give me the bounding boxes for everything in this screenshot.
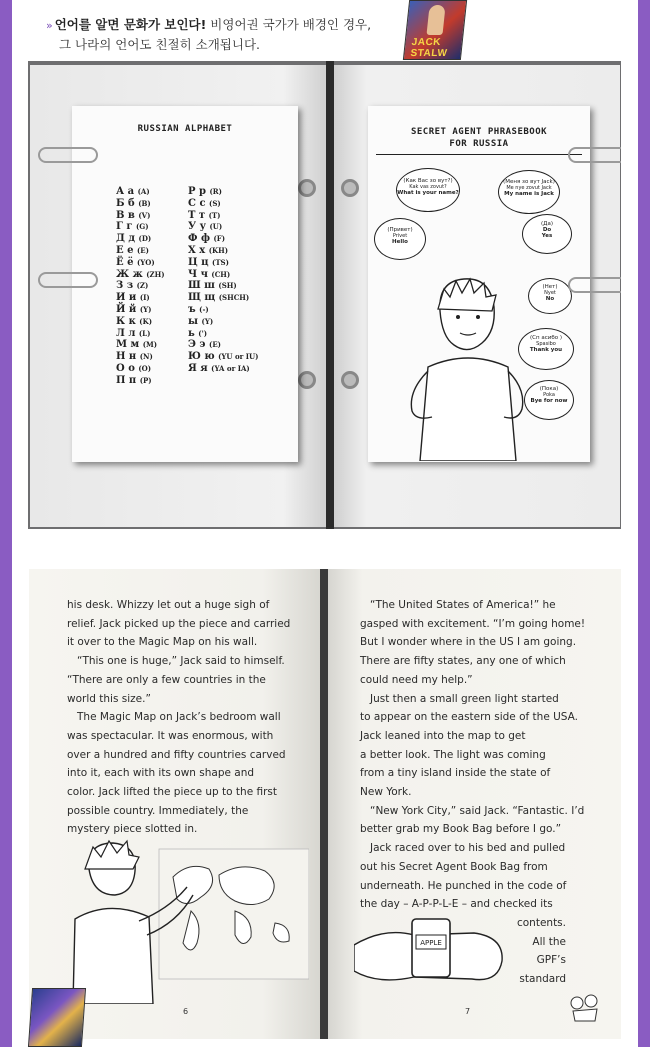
alphabet-letter-row <box>116 245 165 257</box>
bubble-english: Hello <box>392 239 408 245</box>
story-line: New York. <box>360 786 412 799</box>
phrasebook-title-line-2: FOR RUSSIA <box>449 139 509 149</box>
caption-bold: 언어를 알면 문화가 보인다! <box>54 17 207 32</box>
alphabet-letter-row <box>188 316 258 328</box>
paper-clip <box>38 272 98 288</box>
bubble-transliteration: Kak vas zovut? <box>409 184 447 190</box>
ring-hole <box>341 371 359 389</box>
cyrillic-letter: М м <box>116 339 140 351</box>
latin-sound: (YU or IU) <box>218 352 259 362</box>
latin-sound: (KH) <box>208 245 229 255</box>
story-line: underneath. He punched in the code of <box>360 879 567 892</box>
cyrillic-letter: Ж ж <box>116 268 143 280</box>
bubble-russian: (Как Вас зо вут?) <box>403 178 453 184</box>
alphabet-letter-row <box>188 292 258 304</box>
book-spine <box>320 569 328 1039</box>
latin-sound: (A) <box>137 187 150 196</box>
cover-title: JACK STALW <box>409 37 448 59</box>
cyrillic-letter: Г г <box>116 221 133 233</box>
story-line: color. Jack lifted the piece up to the first <box>67 786 278 799</box>
bubble-russian: (Меня зо вут Jack) <box>503 179 555 185</box>
story-line: standard <box>519 973 566 986</box>
bubble-russian: (Нет) <box>542 284 558 290</box>
alphabet-letter-row <box>116 375 165 387</box>
speech-bubble <box>396 168 460 212</box>
latin-sound: (TS) <box>212 257 229 267</box>
alphabet-letter-row <box>116 339 165 351</box>
story-line: relief. Jack picked up the piece and carried <box>67 617 291 630</box>
paper-clip <box>38 147 98 163</box>
speech-bubble <box>522 214 572 254</box>
cyrillic-letter: П п <box>116 374 137 386</box>
latin-sound: (E) <box>136 245 149 255</box>
latin-sound: (U) <box>209 222 223 232</box>
alphabet-letter-row <box>188 198 258 210</box>
alphabet-letter-row <box>116 198 165 210</box>
page-number-left: 6 <box>183 1007 189 1016</box>
story-line: Jack raced over to his bed and pulled <box>370 842 566 855</box>
book-spine <box>326 61 334 529</box>
alphabet-letter-row <box>116 233 165 245</box>
caption-line-1 <box>46 15 371 35</box>
wrist-watch-illustration <box>354 905 514 995</box>
left-purple-border <box>0 0 12 1047</box>
story-line: from a tiny island inside the state of <box>360 767 551 780</box>
bubble-english: My name is Jack <box>504 191 554 197</box>
story-line: world this size.” <box>67 692 151 705</box>
story-line: Just then a small green light started <box>370 692 559 705</box>
alphabet-letter-row <box>188 233 258 245</box>
latin-sound: (-) <box>199 304 209 314</box>
alphabet-letter-row <box>116 328 165 340</box>
alphabet-letter-row <box>188 328 258 340</box>
boy-at-map-illustration <box>69 839 309 1004</box>
story-line: GPF’s <box>536 954 566 967</box>
bubble-transliteration: Nyet <box>544 290 556 296</box>
caption-line-2: 그 나라의 언어도 친절히 소개됩니다. <box>59 37 260 52</box>
latin-sound: (Y) <box>139 304 152 314</box>
ring-hole <box>298 371 316 389</box>
cyrillic-letter: Д д <box>116 233 136 245</box>
alphabet-letter-row <box>188 269 258 281</box>
latin-sound: (N) <box>139 352 153 362</box>
alphabet-letter-row <box>116 304 165 316</box>
story-line: “This one is huge,” Jack said to himself. <box>77 655 285 668</box>
latin-sound: (F) <box>213 234 226 244</box>
latin-sound: (B) <box>138 198 151 208</box>
paper-clip <box>568 277 621 293</box>
russian-alphabet-card <box>72 106 298 462</box>
cyrillic-letter: Е е <box>116 244 134 256</box>
story-line: All the <box>532 935 566 948</box>
alphabet-letter-row <box>188 304 258 316</box>
alphabet-letter-row <box>188 363 258 375</box>
story-line: a better look. The light was coming <box>360 748 546 761</box>
alphabet-letter-row <box>188 339 258 351</box>
latin-sound: (S) <box>209 198 221 208</box>
story-line: it over to the Magic Map on his wall. <box>67 636 258 649</box>
alphabet-letter-row <box>116 269 165 281</box>
bubble-english: Thank you <box>529 347 563 353</box>
speech-bubble <box>374 218 426 260</box>
story-line: “The United States of America!” he <box>370 599 556 611</box>
bubble-transliteration: Poka <box>543 392 555 398</box>
bubble-russian: (Пока) <box>539 386 559 392</box>
latin-sound: (YO) <box>136 257 155 267</box>
cyrillic-letter: О о <box>116 362 135 374</box>
bubble-transliteration: Do <box>542 227 552 233</box>
alphabet-letter-row <box>188 257 258 269</box>
bubble-russian: (Привет) <box>387 227 413 233</box>
latin-sound: (YA or IA) <box>211 363 250 373</box>
alphabet-column-2 <box>188 186 258 375</box>
latin-sound: (G) <box>136 222 149 232</box>
page-number-right: 7 <box>465 1007 471 1016</box>
robot-doodle <box>565 989 605 1025</box>
alphabet-letter-row <box>188 186 258 198</box>
russian-alphabet-title: RUSSIAN ALPHABET <box>137 124 233 134</box>
latin-sound: (SH) <box>218 281 237 291</box>
cyrillic-letter: К к <box>116 315 136 327</box>
latin-sound: (L) <box>138 328 151 338</box>
cyrillic-letter: Ш ш <box>188 280 215 292</box>
cyrillic-letter: ь <box>188 327 195 339</box>
story-line: contents. <box>516 916 566 929</box>
bullet-icon: » <box>46 19 53 32</box>
alphabet-letter-row <box>188 221 258 233</box>
left-page-text <box>67 596 307 839</box>
latin-sound: (R) <box>209 187 222 196</box>
latin-sound: (T) <box>208 210 221 220</box>
cyrillic-letter: Б б <box>116 197 135 209</box>
story-line: into it, each with its own shape and <box>67 767 255 780</box>
bubble-transliteration: Privet <box>392 233 408 239</box>
cyrillic-letter: Ц ц <box>188 256 209 268</box>
alphabet-letter-row <box>188 245 258 257</box>
latin-sound: (V) <box>138 210 151 220</box>
latin-sound: (M) <box>142 340 158 350</box>
caption-rest: 비영어권 국가가 배경인 경우, <box>206 17 372 32</box>
story-line: The Magic Map on Jack’s bedroom wall <box>77 711 281 724</box>
paper-clip <box>568 147 621 163</box>
speech-bubble <box>498 170 560 214</box>
cyrillic-letter: И и <box>116 292 137 304</box>
caption <box>46 15 371 54</box>
alphabet-letter-row <box>116 221 165 233</box>
ring-hole <box>298 179 316 197</box>
bubble-transliteration: Me nye zovut Jack <box>506 185 552 191</box>
alphabet-letter-row <box>188 280 258 292</box>
cyrillic-letter: В в <box>116 209 135 221</box>
story-line: the day – A-P-P-L-E – and checked its <box>360 898 553 911</box>
story-line: Jack leaned into the map to get <box>360 729 526 742</box>
story-line: could need my help.” <box>360 673 473 686</box>
phrasebook-title-line-1: SECRET AGENT PHRASEBOOK <box>410 127 548 137</box>
latin-sound: (CH) <box>211 269 231 279</box>
bubble-english: What is your name? <box>397 190 459 196</box>
latin-sound: (O) <box>138 363 152 373</box>
speech-bubble <box>524 380 574 420</box>
story-line: his desk. Whizzy let out a huge sigh of <box>67 599 270 611</box>
phrasebook-spread-photo <box>28 61 621 529</box>
title-rule <box>376 154 582 155</box>
story-line: possible country. Immediately, the <box>67 804 249 817</box>
story-line: “There are only a few countries in the <box>67 673 266 686</box>
bubble-english: Bye for now <box>530 398 568 404</box>
cyrillic-letter: Х х <box>188 244 206 256</box>
phrasebook-card <box>368 106 590 462</box>
cyrillic-letter: Ф ф <box>188 233 210 245</box>
cyrillic-letter: ъ <box>188 303 196 315</box>
cyrillic-letter: ы <box>188 315 199 327</box>
story-line: “New York City,” said Jack. “Fantastic. I’d <box>370 804 585 817</box>
story-line: better grab my Book Bag before I go.” <box>360 823 562 836</box>
phrasebook-title <box>368 126 590 150</box>
cyrillic-letter: Щ щ <box>188 292 216 304</box>
cyrillic-letter: Й й <box>116 303 137 315</box>
cyrillic-letter: Т т <box>188 209 206 221</box>
cyrillic-letter: Я я <box>188 362 208 374</box>
latin-sound: (ZH) <box>146 269 165 279</box>
latin-sound: (I) <box>139 293 150 303</box>
latin-sound: (K) <box>139 316 153 326</box>
cyrillic-letter: З з <box>116 280 134 292</box>
right-purple-border <box>638 0 650 1047</box>
watch-code: APPLE <box>420 939 442 947</box>
alphabet-letter-row <box>116 316 165 328</box>
story-line: to appear on the eastern side of the USA. <box>360 711 579 724</box>
boy-illustration <box>398 271 528 461</box>
latin-sound: (SHCH) <box>218 293 250 303</box>
bottom-book-thumbnail <box>28 988 86 1047</box>
story-line: There are fifty states, any one of which <box>360 655 566 668</box>
cyrillic-letter: Р р <box>188 186 206 197</box>
latin-sound: (E) <box>209 340 221 350</box>
alphabet-letter-row <box>116 280 165 292</box>
cyrillic-letter: С с <box>188 197 206 209</box>
alphabet-letter-row <box>188 210 258 222</box>
latin-sound: (P) <box>139 375 152 385</box>
cyrillic-letter: Э э <box>188 339 206 351</box>
alphabet-letter-row <box>188 351 258 363</box>
bubble-english: No <box>545 296 555 302</box>
alphabet-column-1 <box>116 186 165 387</box>
cyrillic-letter: Ю ю <box>188 351 215 363</box>
latin-sound: (Z) <box>136 281 149 291</box>
cyrillic-letter: Ё ё <box>116 256 134 268</box>
latin-sound: (D) <box>138 234 152 244</box>
bubble-russian: (Сп асибо ) <box>530 335 562 341</box>
alphabet-letter-row <box>116 292 165 304</box>
story-spread-photo <box>29 569 621 1039</box>
story-line: gasped with excitement. “I’m going home! <box>360 617 586 630</box>
alphabet-letter-row <box>116 363 165 375</box>
bubble-russian: (Да) <box>541 221 553 227</box>
latin-sound: (') <box>198 328 208 338</box>
bubble-english: Yes <box>541 233 553 239</box>
speech-bubble <box>528 278 572 314</box>
cyrillic-letter: Ч ч <box>188 268 208 280</box>
story-line: But I wonder where in the US I am going. <box>360 636 577 649</box>
cyrillic-letter: У у <box>188 221 206 233</box>
story-line: out his Secret Agent Book Bag from <box>360 860 548 873</box>
story-line: mystery piece slotted in. <box>67 823 198 836</box>
alphabet-letter-row <box>116 186 165 198</box>
cyrillic-letter: Л л <box>116 327 136 339</box>
story-line: was spectacular. It was enormous, with <box>67 729 274 742</box>
bubble-transliteration: Spasibo <box>536 341 556 347</box>
ring-hole <box>341 179 359 197</box>
story-line: over a hundred and fifty countries carved <box>67 748 286 761</box>
latin-sound: (Y) <box>201 316 214 326</box>
alphabet-letter-row <box>116 351 165 363</box>
alphabet-letter-row <box>116 210 165 222</box>
alphabet-letter-row <box>116 257 165 269</box>
cover-figure <box>426 5 445 35</box>
cyrillic-letter: Н н <box>116 351 137 363</box>
cyrillic-letter: А а <box>116 186 135 197</box>
book-cover-thumbnail <box>403 0 467 60</box>
